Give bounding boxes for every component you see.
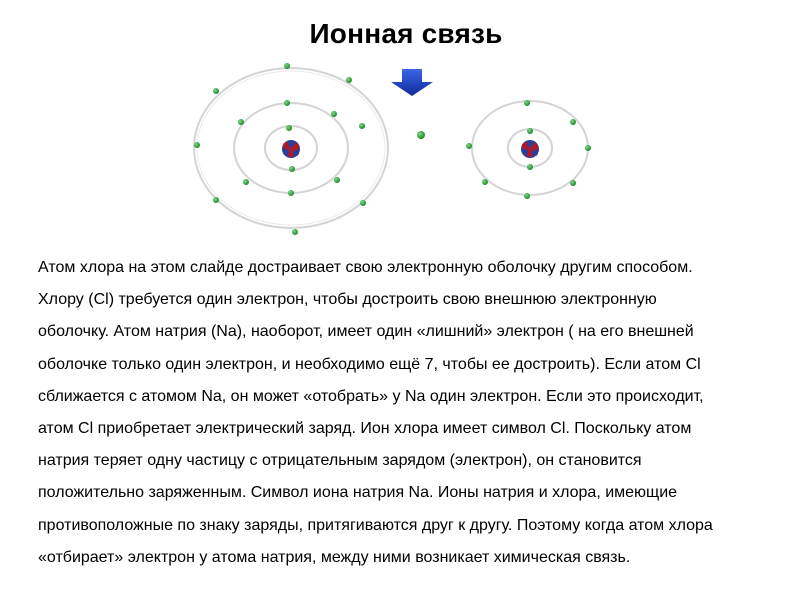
electron <box>194 142 200 148</box>
chlorine-electrons <box>194 63 366 235</box>
electron <box>213 197 219 203</box>
chlorine-atom <box>194 63 388 235</box>
electron <box>289 166 295 172</box>
electron <box>360 200 366 206</box>
electron <box>346 77 352 83</box>
electron <box>292 229 298 235</box>
body-line: Атом хлора на этом слайде достраивает свою электронную оболочку другим способом. <box>38 259 693 276</box>
electron <box>213 88 219 94</box>
body-line: противоположные по знаку заряды, притягиваются друг к другу. Поэтому когда атом хлора <box>38 516 713 534</box>
electron <box>334 177 340 183</box>
body-text <box>38 252 790 574</box>
body-line: положительно заряженным. Символ иона натрия Na. Ионы натрия и хлора, имеющие <box>38 484 678 502</box>
electron <box>359 123 365 129</box>
body-line: Хлору (Cl) требуется один электрон, чтобы достроить свою внешнюю электронную <box>38 291 657 309</box>
electron <box>524 100 530 106</box>
sodium-atom <box>466 100 591 199</box>
electron <box>570 119 576 125</box>
electron <box>286 125 292 131</box>
electron <box>466 143 472 149</box>
body-line: атом Cl приобретает электрический заряд. Ион хлора имеет символ Cl. Поскольку атом <box>38 420 692 438</box>
electron <box>243 179 249 185</box>
body-line: оболочку. Атом натрия (Na), наоборот, имеет один «лишний» электрон ( на его внешней <box>38 323 694 341</box>
sodium-nucleus <box>521 140 539 158</box>
body-line: сближается с атомом Na, он может «отобрать» у Na один электрон. Если это происходит, <box>38 387 704 405</box>
electron <box>482 179 488 185</box>
electron <box>570 180 576 186</box>
electron <box>527 164 533 170</box>
slide-title: Ионная связь <box>309 18 503 49</box>
electron <box>524 193 530 199</box>
electron <box>331 111 337 117</box>
transferred-electron <box>417 131 425 139</box>
electron <box>238 119 244 125</box>
chlorine-nucleus <box>282 140 300 158</box>
body-line: оболочке только один электрон, и необходимо ещё 7, чтобы ее достроить). Если атом Cl <box>38 355 701 373</box>
down-arrow-icon <box>391 69 433 96</box>
body-line: натрия теряет одну частицу с отрицательным зарядом (электрон), он становится <box>38 452 642 470</box>
electron <box>284 63 290 69</box>
electron <box>284 100 290 106</box>
electron <box>585 145 591 151</box>
electron <box>527 128 533 134</box>
electron <box>288 190 294 196</box>
body-line: «отбирает» электрон у атома натрия, между ними возникает химическая связь. <box>38 548 631 566</box>
